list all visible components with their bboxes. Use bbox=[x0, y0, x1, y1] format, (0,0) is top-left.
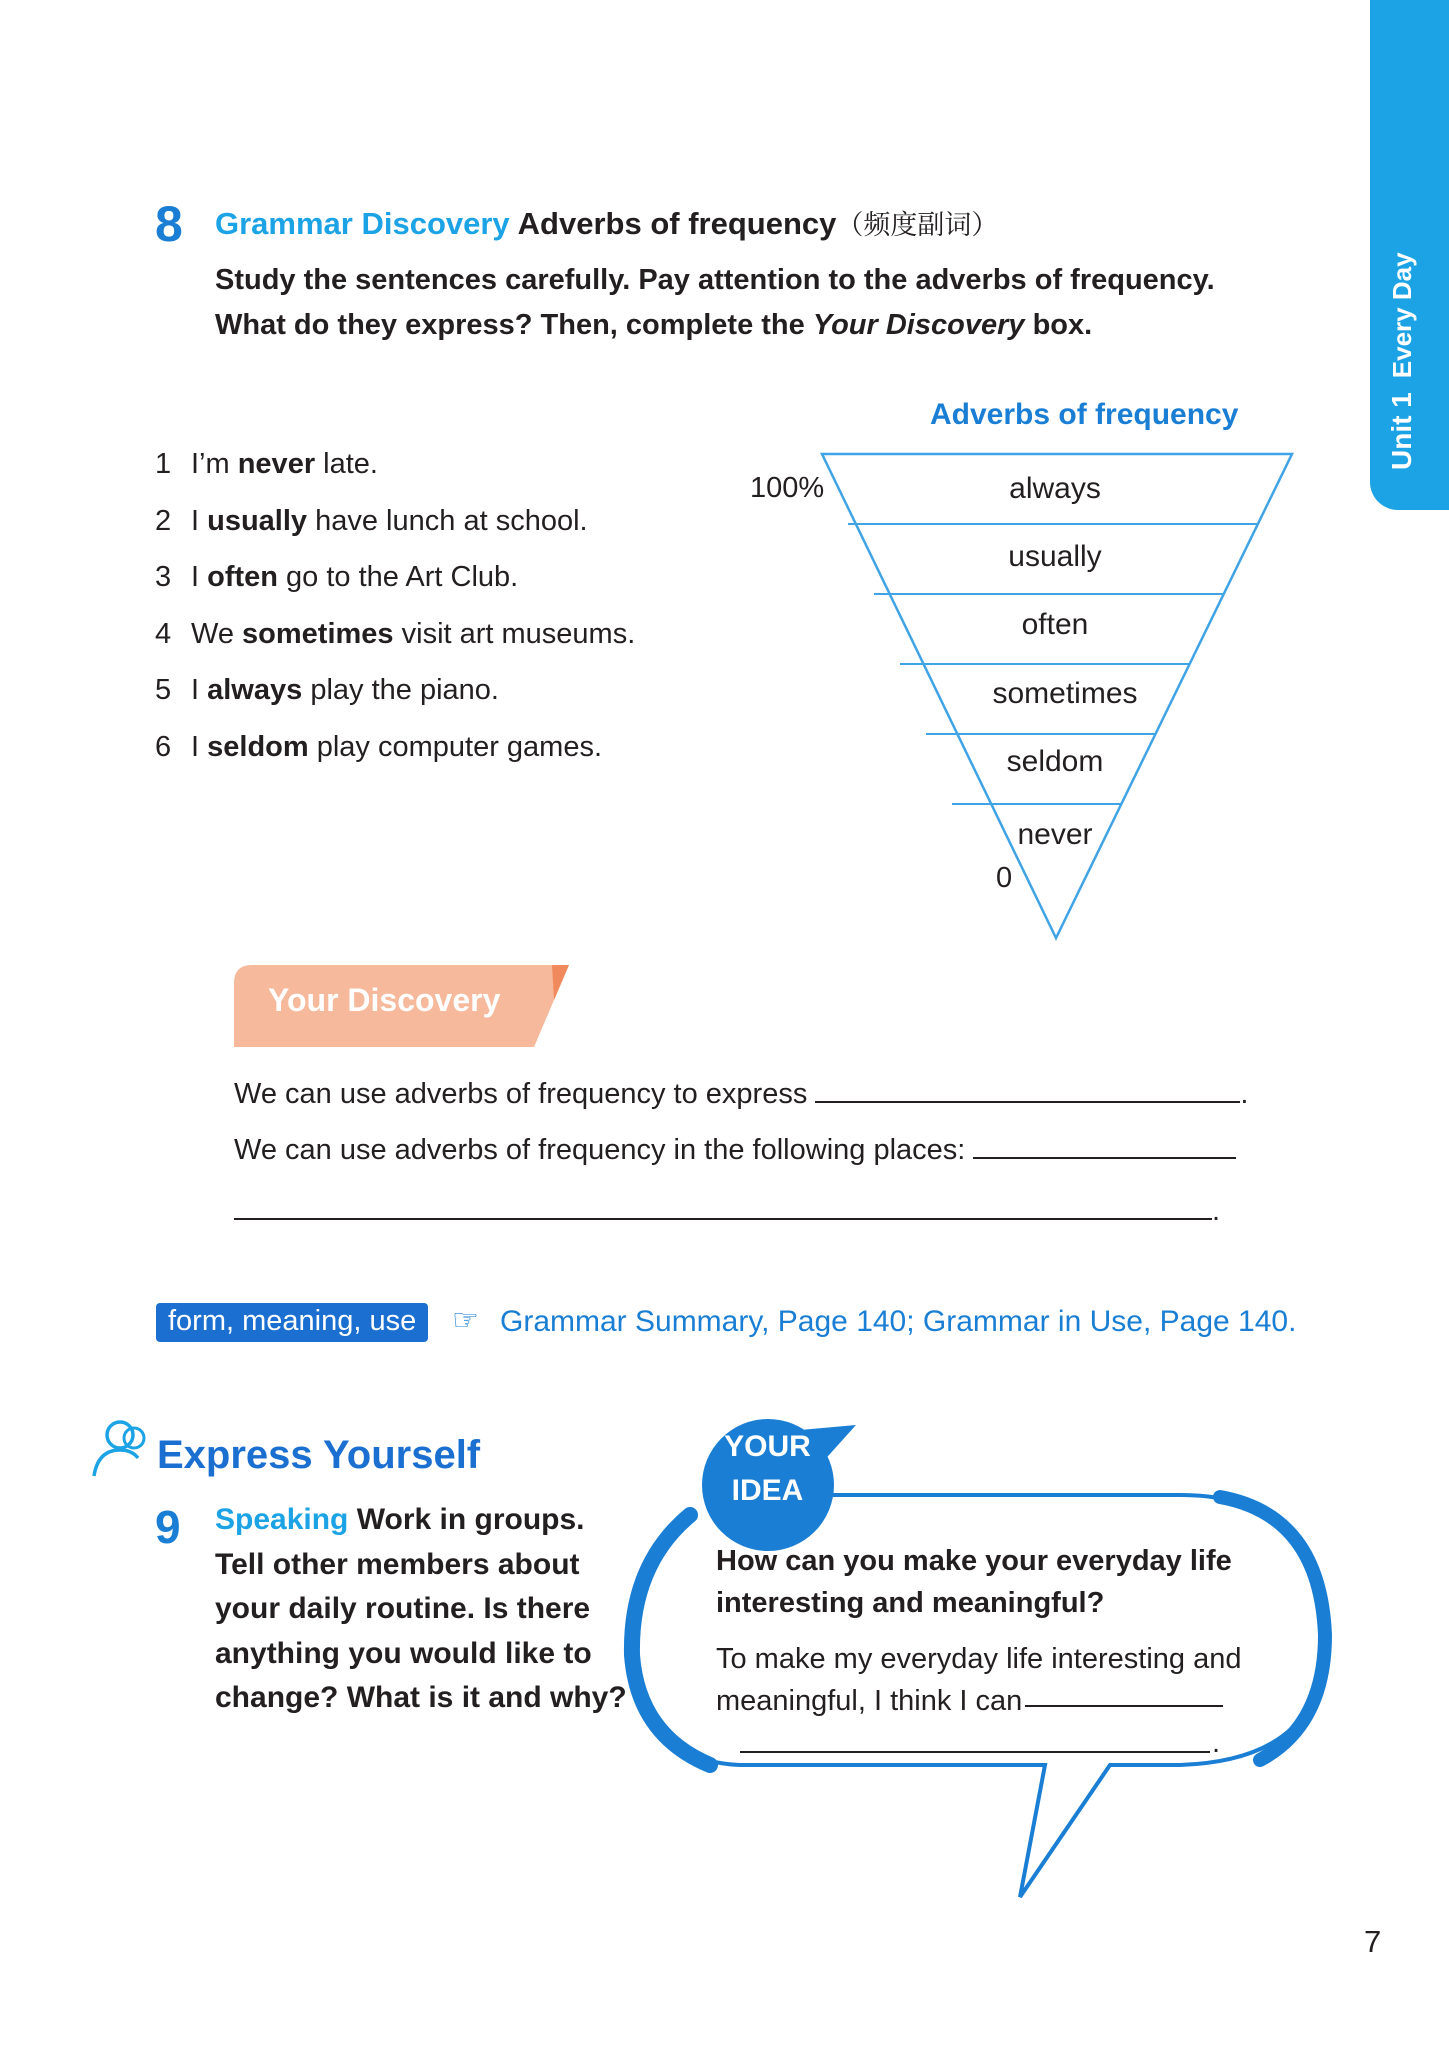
your-idea-answer-prompt: To make my everyday life interesting and meaningful, I think I can bbox=[716, 1643, 1242, 1717]
adverb: never bbox=[237, 448, 316, 480]
sentence-item: 1 I’m never late. bbox=[155, 448, 378, 480]
adverb: always bbox=[207, 674, 303, 706]
exercise-8-title bbox=[215, 203, 998, 242]
grammar-topic-cn: （频度副词） bbox=[836, 210, 999, 241]
pointing-hand-icon: ☞ bbox=[452, 1304, 479, 1337]
exercise-9-instructions bbox=[215, 1498, 635, 1721]
sentence-item: 3 I often go to the Art Club. bbox=[155, 561, 519, 593]
adverb: sometimes bbox=[242, 617, 394, 650]
answer-blank[interactable] bbox=[815, 1073, 1240, 1103]
sentence-item: 2 I usually have lunch at school. bbox=[155, 504, 588, 537]
level-seldom: seldom bbox=[1006, 745, 1104, 778]
grammar-topic: Adverbs of frequency bbox=[517, 206, 837, 241]
unit-number: Unit 1 bbox=[1386, 392, 1417, 470]
grammar-reference[interactable]: Grammar Summary, Page 140; Grammar in Use, Page 140. bbox=[500, 1305, 1297, 1338]
level-usually: usually bbox=[1008, 540, 1102, 573]
level-often: often bbox=[1021, 608, 1089, 641]
answer-blank[interactable] bbox=[234, 1190, 1212, 1220]
page-number: 7 bbox=[1364, 1924, 1382, 1959]
level-always: always bbox=[1009, 472, 1101, 505]
answer-blank[interactable] bbox=[973, 1129, 1236, 1159]
adverb: often bbox=[207, 561, 278, 593]
bubble-ring bbox=[632, 1515, 710, 1765]
discovery-line-3: . bbox=[234, 1190, 1220, 1228]
adverb: usually bbox=[207, 504, 308, 537]
example-sentences bbox=[155, 448, 635, 787]
adverb: seldom bbox=[207, 730, 309, 763]
unit-title: Every Day bbox=[1387, 252, 1417, 379]
frequency-diagram-title: Adverbs of frequency bbox=[930, 398, 1239, 431]
answer-period: . bbox=[1212, 1727, 1221, 1759]
people-icon bbox=[88, 1418, 152, 1480]
grammar-discovery-tag: Grammar Discovery bbox=[215, 206, 510, 241]
your-discovery-ref: Your Discovery bbox=[812, 309, 1025, 341]
exercise-8-instructions bbox=[215, 258, 1295, 348]
scale-top-label: 100% bbox=[750, 472, 825, 504]
unit-side-tab bbox=[1370, 0, 1449, 510]
level-never: never bbox=[1017, 818, 1093, 851]
form-meaning-use-tag: form, meaning, use bbox=[156, 1303, 428, 1342]
sentence-item: 4 We sometimes visit art museums. bbox=[155, 617, 636, 650]
speaking-tag: Speaking bbox=[215, 1503, 349, 1536]
level-sometimes: sometimes bbox=[992, 677, 1138, 710]
your-idea-question: How can you make your everyday life interesting and meaningful? bbox=[716, 1545, 1232, 1619]
your-idea-label: YOUR IDEA bbox=[724, 1430, 811, 1507]
express-yourself-title: Express Yourself bbox=[157, 1433, 481, 1477]
discovery-line-2: We can use adverbs of frequency in the following places: bbox=[234, 1129, 1236, 1167]
instruction-line-1: Study the sentences carefully. Pay attention to the adverbs of frequency. bbox=[215, 264, 1215, 296]
exercise-9-number: 9 bbox=[155, 1501, 181, 1553]
exercise-8-number: 8 bbox=[155, 196, 183, 252]
discovery-line-1: We can use adverbs of frequency to express . bbox=[234, 1073, 1248, 1111]
unit-tab-label bbox=[1386, 252, 1418, 470]
sentence-item: 6 I seldom play computer games. bbox=[155, 730, 603, 763]
sentence-item: 5 I always play the piano. bbox=[155, 674, 499, 706]
instruction-line-2: What do they express? Then, complete the Your Discovery box. bbox=[215, 309, 1093, 341]
your-discovery-label: Your Discovery bbox=[268, 982, 501, 1018]
scale-bottom-label: 0 bbox=[996, 862, 1013, 894]
speaking-task: Work in groups. Tell other members about your daily routine. Is there anything you would like to change? What is it and why? bbox=[215, 1503, 627, 1714]
